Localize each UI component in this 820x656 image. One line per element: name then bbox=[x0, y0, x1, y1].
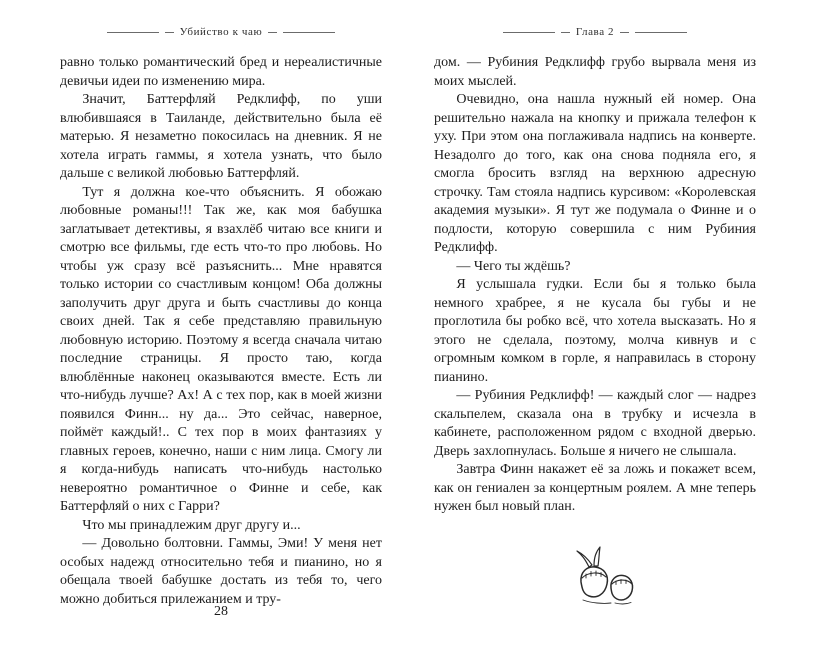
paragraph: Завтра Финн накажет её за ложь и покажет всем, как он гениален за концертным роялем. А мне теперь нужен был новый план. bbox=[434, 462, 756, 514]
header-rule bbox=[561, 32, 570, 33]
header-rule bbox=[620, 32, 629, 33]
header-rule bbox=[503, 32, 555, 33]
paragraph: Тут я должна кое-что объяснить. Я обожаю любовные романы!!! Так же, как моя бабушка заглатывает детективы, я взахлёб читаю все книги и смотрю все фильмы, где есть что-то про любовь. Но чтобы уж сразу всё разъяснить... Мне нравятся только истории со счастливым концом! Оба должны заполучить друг друга и быть счастливы до конца своих дней. Так я себе представляю правильную любовную историю. Поэтому я всегда сначала читаю последние страницы. Я просто таю, когда влюблённые наконец оказываются вместе. Есть ли что-нибудь лучше? Ах! А с тех пор, как в моей жизни появился Финн... ну да... Это сейчас, наверное, поймёт каждый!.. С тех пор в моих фантазиях у главных героев, конечно, наши с ним лица. Смогу ли я когда-нибудь написать что-нибудь настолько невероятно романтичное о Финне и себе, как Баттерфляй о них с Гарри? bbox=[60, 184, 382, 514]
header-rule bbox=[165, 32, 174, 33]
paragraph: равно только романтический бред и нереалистичные девичьи идеи по изменению мира. bbox=[60, 55, 382, 89]
hazelnuts-icon bbox=[555, 541, 655, 607]
header-rule bbox=[283, 32, 335, 33]
paragraph: — Чего ты ждёшь? bbox=[456, 258, 571, 274]
paragraph: Очевидно, она нашла нужный ей номер. Она решительно нажала на кнопку и прижала телефон к уху. При этом она поглаживала надпись на конверте. Незадолго до того, как она снова подняла его, я смогла бросить взгляд на верхнюю адресную строчку. Там стояла надпись курсивом: «Королевская академия музыки». Я тут же подумала о Финне и о подлости, которую совершила с ним Рубиния Редклифф. bbox=[434, 92, 756, 255]
paragraph: — Рубиния Редклифф! — каждый слог — надрез скальпелем, сказала она в трубку и исчезла в кабинете, расположенном рядом с входной дверью. Дверь захлопнулась. Больше я ничего не слышала. bbox=[434, 388, 756, 459]
right-running-head bbox=[434, 26, 756, 38]
left-running-head bbox=[60, 26, 382, 38]
left-page-text bbox=[60, 54, 382, 609]
paragraph: Значит, Баттерфляй Редклифф, по уши влюбившаяся в Таиланде, действительно была её матерью. Я незаметно покосилась на дневник. Я не хотела играть гаммы, я хотела узнать, что было дальше с великой любовью Баттерфляй. bbox=[60, 92, 382, 181]
header-rule bbox=[635, 32, 687, 33]
right-header-title: Глава 2 bbox=[575, 26, 615, 38]
paragraph: дом. — Рубиния Редклифф грубо вырвала меня из моих мыслей. bbox=[434, 55, 756, 89]
left-page bbox=[60, 0, 382, 656]
paragraph: Что мы принадлежим друг другу и... bbox=[82, 517, 301, 533]
right-page bbox=[434, 0, 756, 656]
header-rule bbox=[107, 32, 159, 33]
left-header-title: Убийство к чаю bbox=[179, 26, 263, 38]
paragraph: Я услышала гудки. Если бы я только была немного храбрее, я не кусала бы губы и не проглотила бы робко всё, что хотела высказать. Но я этого не сделала, поэтому, молча кивнув и с огромным комком в горле, я направилась в сторону пианино. bbox=[434, 277, 756, 385]
page-number: 28 bbox=[214, 604, 228, 619]
hazelnuts-illustration bbox=[444, 541, 766, 612]
right-page-text bbox=[434, 54, 756, 517]
paragraph: — Довольно болтовни. Гаммы, Эми! У меня нет особых надежд относительно тебя и пианино, но я обещала твоей бабушке достать из тебя то, чего можно добиться прилежанием и тру- bbox=[60, 536, 382, 607]
header-rule bbox=[268, 32, 277, 33]
